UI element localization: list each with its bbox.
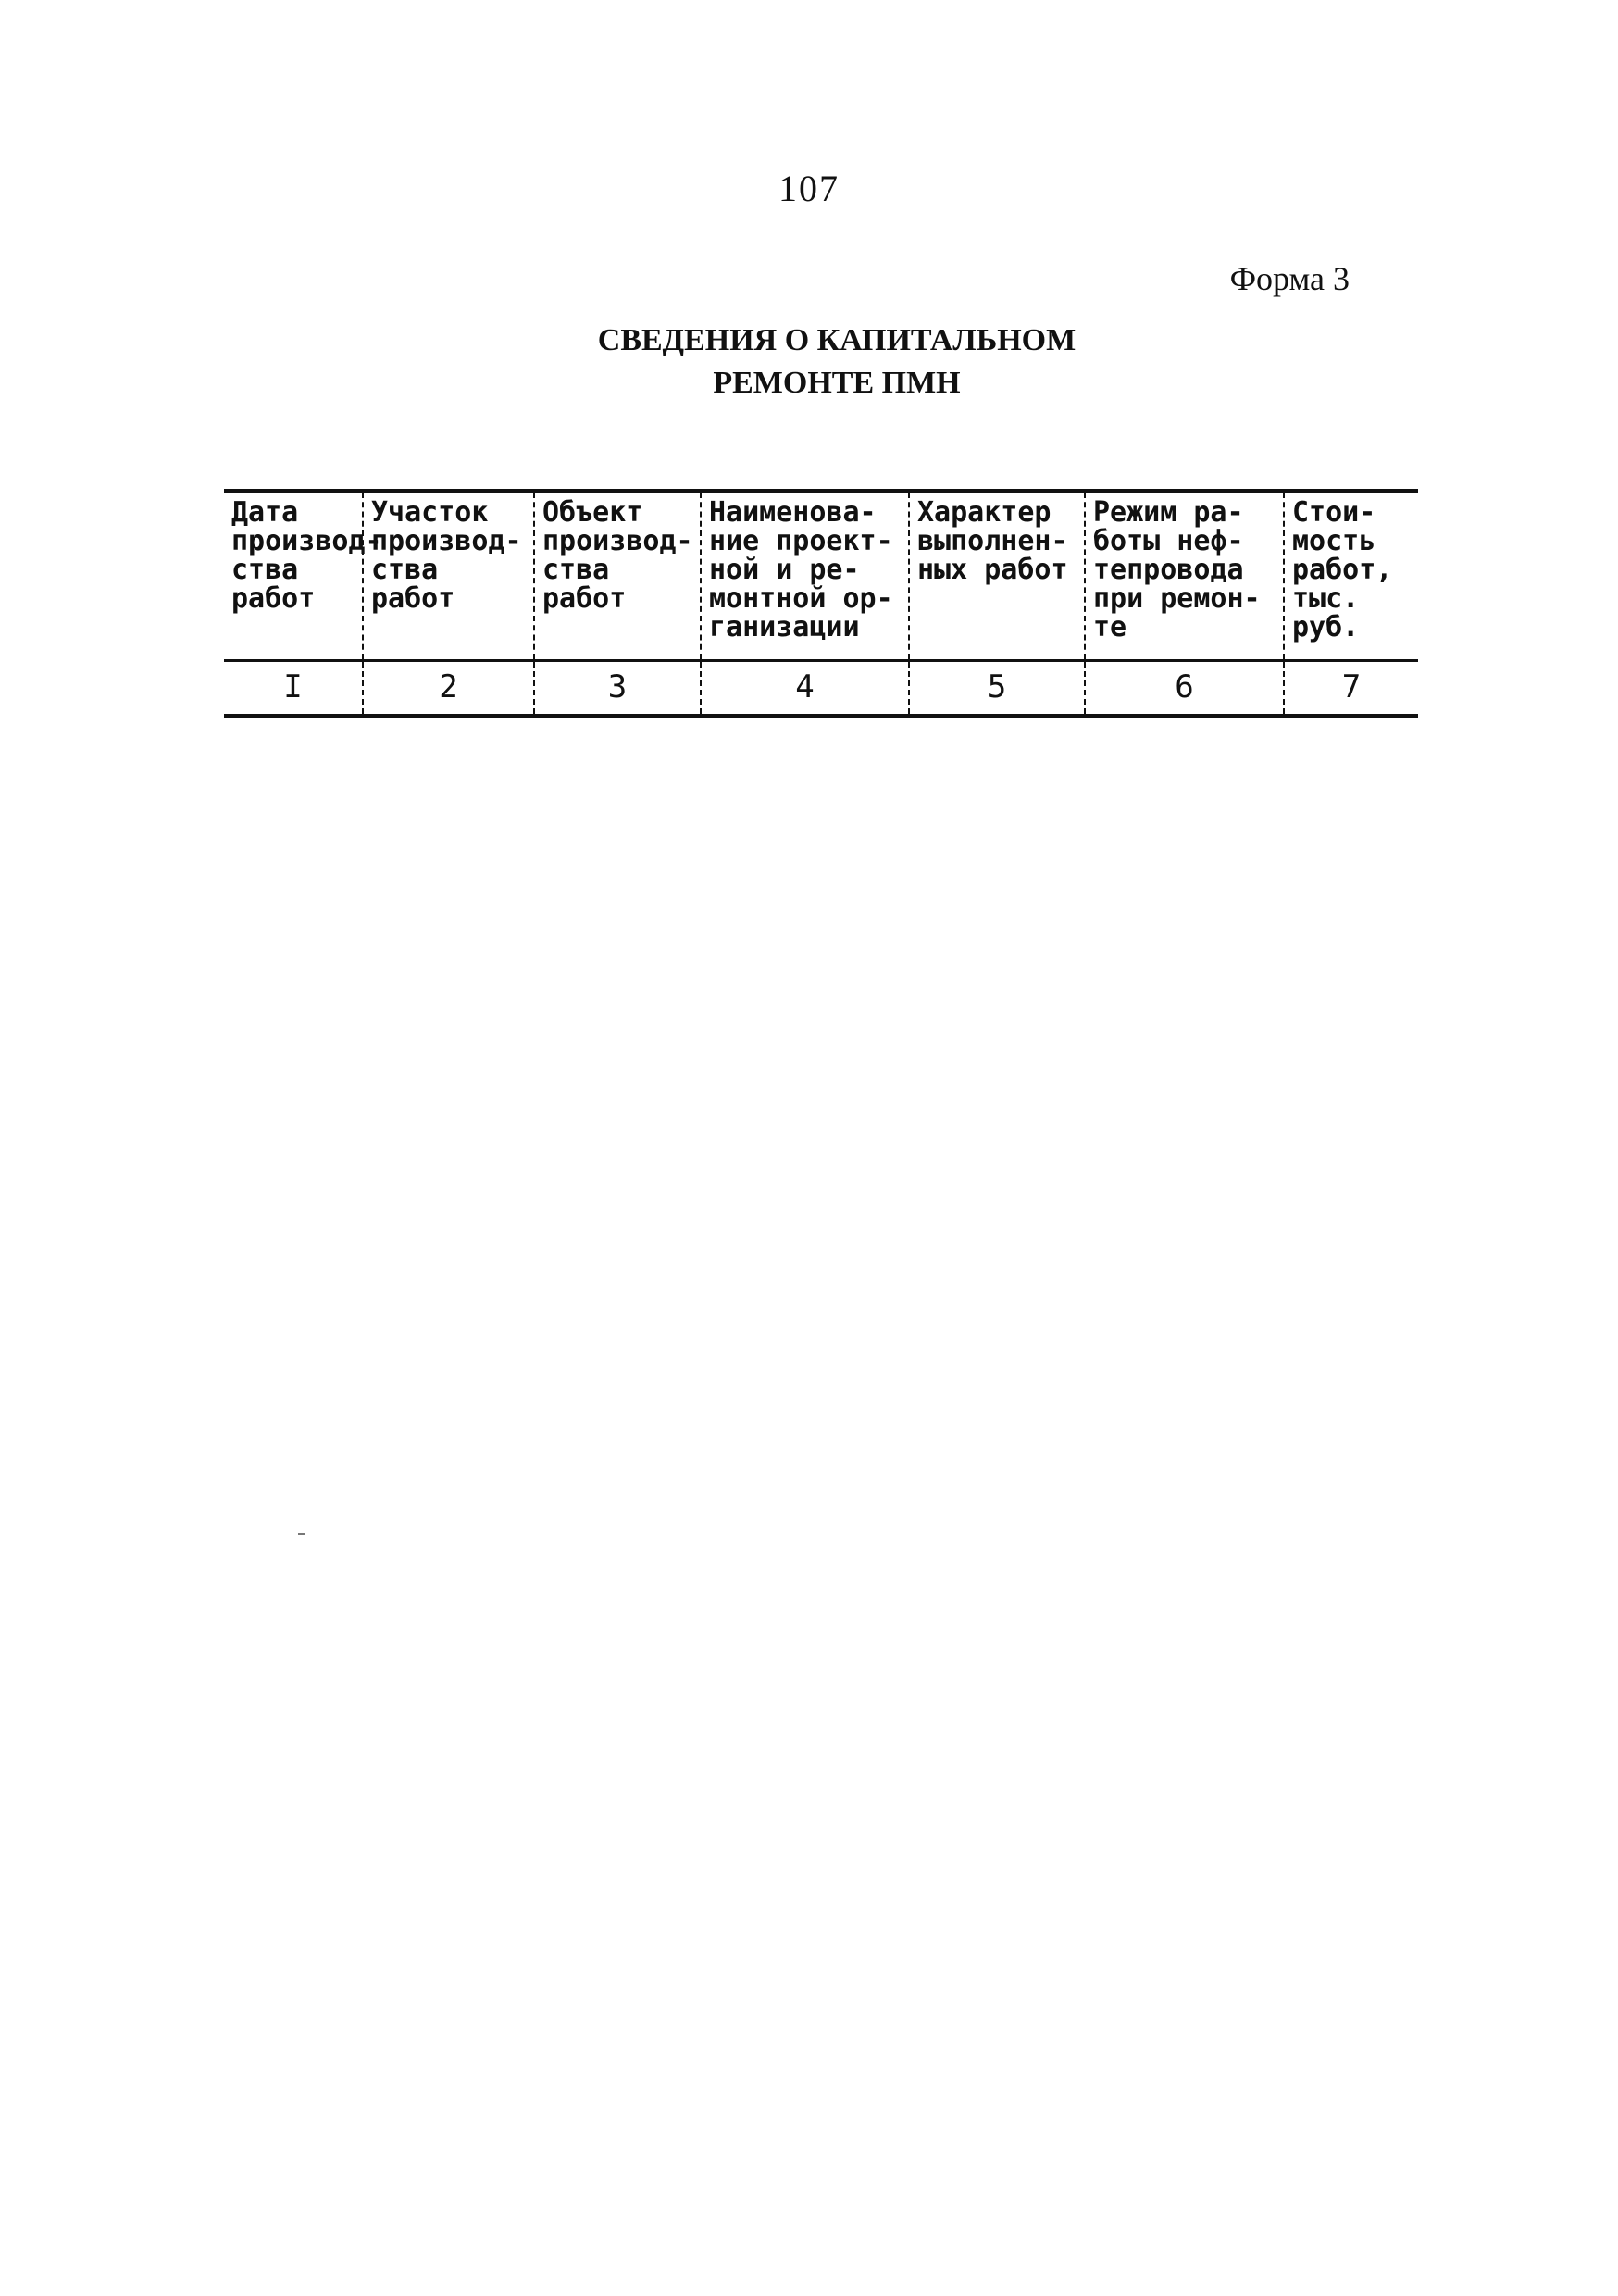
column-header-organization-text: Наименова- ние проект- ной и ре- монтной ор- ганизации [709, 496, 893, 643]
column-header-cost [1284, 493, 1418, 659]
column-number-6-text: 6 [1175, 668, 1194, 705]
column-number-row [224, 662, 1418, 714]
document-title [0, 319, 1618, 405]
column-number-2-text: 2 [439, 668, 458, 705]
column-number-2 [363, 662, 534, 714]
column-header-date [224, 493, 382, 659]
column-number-5 [909, 662, 1085, 714]
form-label: Форма 3 [1229, 260, 1350, 297]
column-number-4-text: 4 [795, 668, 815, 705]
page-number: 107 [778, 168, 840, 209]
column-number-table [224, 662, 1418, 714]
column-number-7-text: 7 [1341, 668, 1362, 705]
column-header-pipeline-mode-text: Режим ра- боты неф- тепровода при ремон- те [1093, 496, 1261, 643]
column-header-organization [701, 493, 909, 659]
table-header-row [224, 493, 1418, 659]
column-header-pipeline-mode [1085, 493, 1284, 659]
column-header-section [363, 493, 534, 659]
column-header-object-text: Объект производ- ства работ [542, 496, 693, 615]
column-number-5-text: 5 [987, 668, 1007, 705]
column-number-4 [701, 662, 909, 714]
column-header-object [534, 493, 701, 659]
title-line-1: СВЕДЕНИЯ О КАПИТАЛЬНОМ [597, 323, 1077, 357]
column-header-work-type [909, 493, 1085, 659]
column-number-3 [534, 662, 701, 714]
form-table-wrapper [224, 489, 1418, 718]
form-table [224, 493, 1418, 659]
table-bottom-rule [224, 714, 1418, 718]
column-number-6 [1085, 662, 1284, 714]
scan-speck [298, 1533, 305, 1535]
column-header-date-text: Дата производ- ства работ [231, 496, 382, 615]
column-number-7 [1284, 662, 1418, 714]
column-number-1-text: I [283, 668, 303, 705]
column-header-section-text: Участок производ- ства работ [371, 496, 522, 615]
title-line-2: РЕМОНТЕ ПМН [713, 366, 961, 400]
column-number-1 [224, 662, 363, 714]
column-header-cost-text: Стои- мость работ, тыс. руб. [1292, 496, 1393, 643]
column-header-work-type-text: Характер выполнен- ных работ [917, 496, 1068, 586]
column-number-3-text: 3 [607, 668, 628, 705]
